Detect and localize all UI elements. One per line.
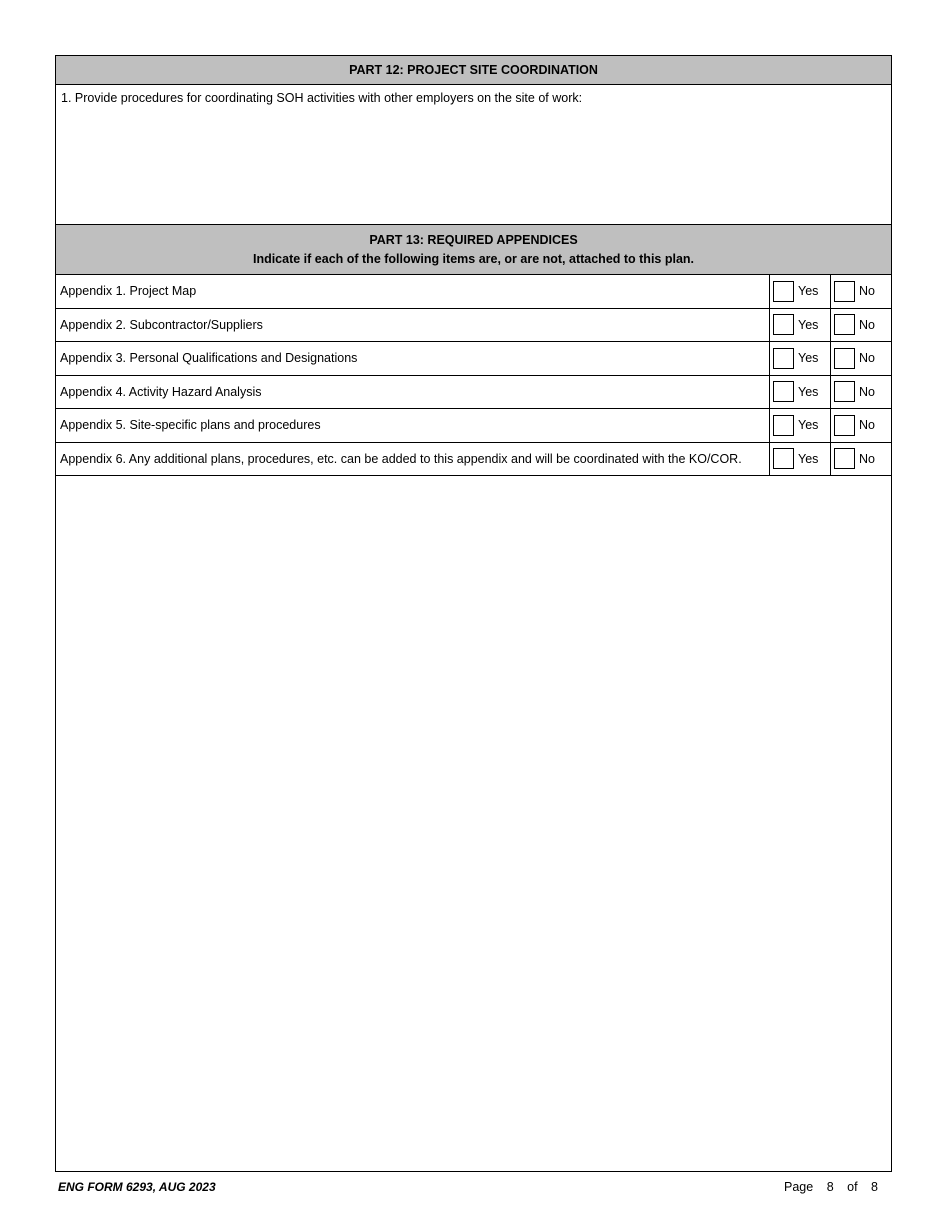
no-checkbox[interactable] [834,281,855,302]
appendix-row-2 [56,309,891,343]
page-total: 8 [871,1180,878,1194]
no-option [830,376,891,409]
no-label: No [859,384,875,399]
page-number [784,1180,878,1194]
no-label: No [859,284,875,299]
yes-label: Yes [798,351,819,366]
appendix-label: Appendix 5. Site-specific plans and procedures [60,418,321,433]
part13-header-block [56,225,891,275]
page-current: 8 [826,1180,834,1194]
yes-checkbox[interactable] [773,381,794,402]
part13-subheader: Indicate if each of the following items are, or are not, attached to this plan. [252,252,695,266]
part12-header: PART 12: PROJECT SITE COORDINATION [56,56,891,85]
page-word: Page [784,1180,814,1194]
no-label: No [859,351,875,366]
appendix-label: Appendix 1. Project Map [60,284,197,299]
no-checkbox[interactable] [834,314,855,335]
yes-option [769,275,830,308]
appendix-label: Appendix 2. Subcontractor/Suppliers [60,317,263,332]
no-option [830,409,891,442]
appendix-label: Appendix 3. Personal Qualifications and Designations [60,351,358,366]
yes-checkbox[interactable] [773,448,794,469]
no-option [830,275,891,308]
of-word: of [847,1180,858,1194]
no-option [830,443,891,476]
yes-option [769,342,830,375]
no-label: No [859,451,875,466]
yes-checkbox[interactable] [773,348,794,369]
appendix-label: Appendix 6. Any additional plans, procedures, etc. can be added to this appendix and will be coordinated with the KO/COR. [60,451,742,466]
form-identifier: ENG FORM 6293, AUG 2023 [58,1180,216,1194]
yes-label: Yes [798,284,819,299]
no-option [830,342,891,375]
form-page [55,55,892,1172]
yes-label: Yes [798,418,819,433]
appendix-row-4 [56,376,891,410]
part13-header: PART 13: REQUIRED APPENDICES [369,233,578,247]
appendix-row-5 [56,409,891,443]
yes-option [769,409,830,442]
yes-checkbox[interactable] [773,281,794,302]
no-checkbox[interactable] [834,348,855,369]
appendix-row-1 [56,275,891,309]
yes-checkbox[interactable] [773,314,794,335]
yes-label: Yes [798,384,819,399]
no-label: No [859,418,875,433]
appendix-list [56,275,891,476]
no-checkbox[interactable] [834,448,855,469]
appendix-row-6 [56,443,891,477]
yes-label: Yes [798,317,819,332]
no-option [830,309,891,342]
yes-label: Yes [798,451,819,466]
appendix-row-3 [56,342,891,376]
yes-checkbox[interactable] [773,415,794,436]
no-checkbox[interactable] [834,415,855,436]
appendix-label: Appendix 4. Activity Hazard Analysis [60,384,262,399]
no-label: No [859,317,875,332]
yes-option [769,443,830,476]
part12-response-area[interactable] [56,85,891,225]
yes-option [769,309,830,342]
yes-option [769,376,830,409]
no-checkbox[interactable] [834,381,855,402]
part12-question: 1. Provide procedures for coordinating SOH activities with other employers on the site of work: [61,91,583,105]
